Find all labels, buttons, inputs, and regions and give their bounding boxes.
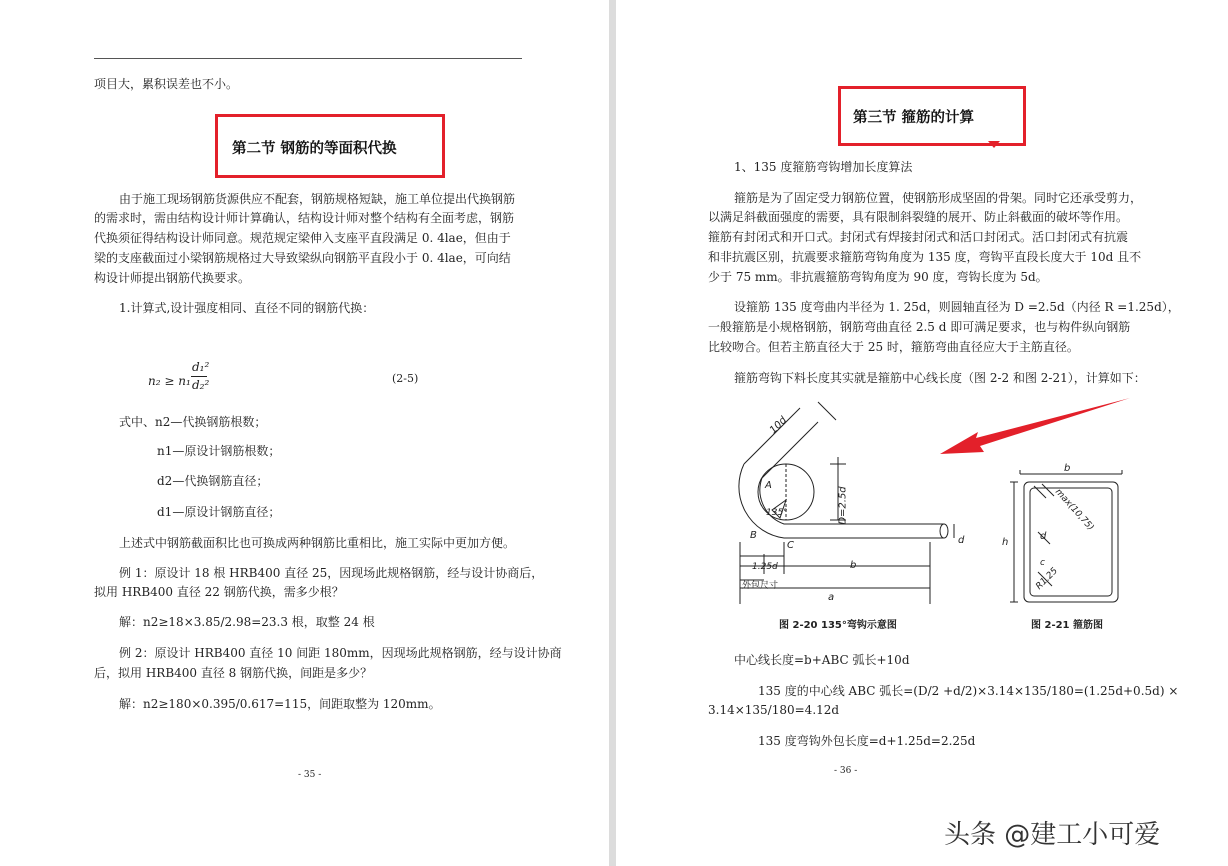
paragraph-line: 梁的支座截面过小梁钢筋规格过大导致梁纵向钢筋平直段小于 0. 4lae，可向结 <box>94 251 511 265</box>
label-bend-radius: R1.25 <box>1034 566 1060 592</box>
box-pointer <box>988 141 1000 148</box>
subheading: 1、135 度箍筋弯钩增加长度算法 <box>734 160 913 174</box>
paragraph-line: 构设计师提出钢筋代换要求。 <box>94 271 251 285</box>
definition: n1—原设计钢筋根数； <box>157 444 281 458</box>
watermark: 头条 @建工小可爱 <box>944 820 1161 850</box>
section-title-box <box>838 86 1026 146</box>
item-1: 1.计算式,设计强度相同、直径不同的钢筋代换： <box>119 301 375 315</box>
paragraph-line: 以满足斜截面强度的需要，具有限制斜裂缝的展开、防止斜截面的破坏等作用。 <box>708 210 1129 224</box>
paragraph-line: 一般箍筋是小规格钢筋，钢筋弯曲直径 2.5 d 即可满足要求，也与构件纵向钢筋 <box>708 320 1131 334</box>
right-page <box>616 0 1228 866</box>
formula-centerline: 中心线长度=b+ABC 弧长+10d <box>734 653 910 667</box>
page-number: - 36 - <box>834 766 858 776</box>
label-height: h <box>1002 537 1009 548</box>
formula-numerator: d₁² <box>192 360 210 374</box>
formula-lhs: n₂ ≥ n₁ <box>148 374 191 388</box>
label-bar-diameter: d <box>1040 531 1047 542</box>
header-rule <box>94 58 522 59</box>
label-d-diameter: d <box>958 535 965 546</box>
answer-2: 解：n2≥180×0.395/0.617=115，间距取整为 120mm。 <box>119 697 441 711</box>
figure-2-21-caption: 图 2-21 箍筋图 <box>1031 620 1103 631</box>
formula-outer: 135 度弯钩外包长度=d+1.25d=2.25d <box>758 734 976 748</box>
definition: 式中、n2—代换钢筋根数； <box>119 415 267 429</box>
section-title-box <box>215 114 445 178</box>
label-width: b <box>1064 463 1071 474</box>
label-a-point: A <box>765 480 772 491</box>
label-angle: 135° <box>766 508 788 518</box>
label-hook-length: max(10,75) <box>1052 487 1096 533</box>
answer-1: 解：n2≥18×3.85/2.98=23.3 根，取整 24 根 <box>119 615 375 629</box>
paragraph-line: 和非抗震区别，抗震要求箍筋弯钩角度为 135 度，弯钩平直段长度大于 10d 且不 <box>708 250 1142 264</box>
figure-2-20-caption: 图 2-20 135°弯钩示意图 <box>779 620 897 631</box>
definition: d1—原设计钢筋直径； <box>157 505 281 519</box>
section-title: 第二节 钢筋的等面积代换 <box>232 141 397 157</box>
formula-denominator: d₂² <box>192 378 210 392</box>
label-a-length: a <box>828 592 835 603</box>
formula-arc: 3.14×135/180=4.12d <box>708 703 840 717</box>
label-c-point: C <box>787 540 794 551</box>
paragraph-line: 箍筋弯钩下料长度其实就是箍筋中心线长度（图 2-2 和图 2-21），计算如下： <box>734 371 1146 385</box>
label-b-point: B <box>750 530 757 541</box>
label-radius: 1.25d <box>752 562 778 572</box>
label-outer-size: 外包尺寸 <box>742 581 779 591</box>
formula-number: (2-5) <box>392 372 419 385</box>
example-2: 例 2：原设计 HRB400 直径 10 间距 180mm，因现场此规格钢筋，经与设计协商 <box>119 646 562 660</box>
example-1: 拟用 HRB400 直径 22 钢筋代换，需多少根？ <box>94 585 344 599</box>
label-diameter: D=2.5d <box>837 486 849 525</box>
example-1: 例 1：原设计 18 根 HRB400 直径 25，因现场此规格钢筋，经与设计协商后， <box>119 566 544 580</box>
page-gutter <box>609 0 616 866</box>
definition: d2—代换钢筋直径； <box>157 474 269 488</box>
paragraph-line: 箍筋是为了固定受力钢筋位置，使钢筋形成坚固的骨架。同时它还承受剪力， <box>734 191 1143 205</box>
example-2: 后，拟用 HRB400 直径 8 钢筋代换，间距是多少？ <box>94 666 373 680</box>
paragraph-line: 由于施工现场钢筋货源供应不配套，钢筋规格短缺，施工单位提出代换钢筋 <box>119 192 516 206</box>
red-arrow-annotation <box>936 394 1136 464</box>
paragraph-line: 的需求时，需由结构设计师计算确认，结构设计师对整个结构有全面考虑，钢筋 <box>94 211 515 225</box>
top-line: 项目大，累积误差也不小。 <box>94 77 239 91</box>
paragraph-line: 代换须征得结构设计师同意。规范规定梁伸入支座平直段满足 0. 4lae，但由于 <box>94 231 511 245</box>
label-b-length: b <box>850 560 857 571</box>
label-cover: c <box>1040 558 1045 568</box>
page-number: - 35 - <box>298 770 322 780</box>
paragraph-line: 比较吻合。但若主筋直径大于 25 时，箍筋弯曲直径应大于主筋直径。 <box>708 340 1079 354</box>
paragraph-line: 少于 75 mm。非抗震箍筋弯钩角度为 90 度，弯钩长度为 5d。 <box>708 270 1048 284</box>
summary: 上述式中钢筋截面积比也可换成两种钢筋比重相比，施工实际中更加方便。 <box>119 536 516 550</box>
label-10d: 10d <box>767 414 790 437</box>
formula-arc: 135 度的中心线 ABC 弧长=(D/2 +d/2)×3.14×135/180=(1.25d+0.5d) × <box>758 684 1179 698</box>
figure-2-21-stirrup <box>1004 462 1136 612</box>
paragraph-line: 箍筋有封闭式和开口式。封闭式有焊接封闭式和活口封闭式。活口封闭式有抗震 <box>708 230 1129 244</box>
paragraph-line: 设箍筋 135 度弯曲内半径为 1. 25d，则圆轴直径为 D =2.5d（内径 R =1.25d）， <box>734 300 1180 314</box>
fraction-bar <box>191 376 207 377</box>
left-page <box>0 0 609 866</box>
section-title: 第三节 箍筋的计算 <box>853 110 975 126</box>
